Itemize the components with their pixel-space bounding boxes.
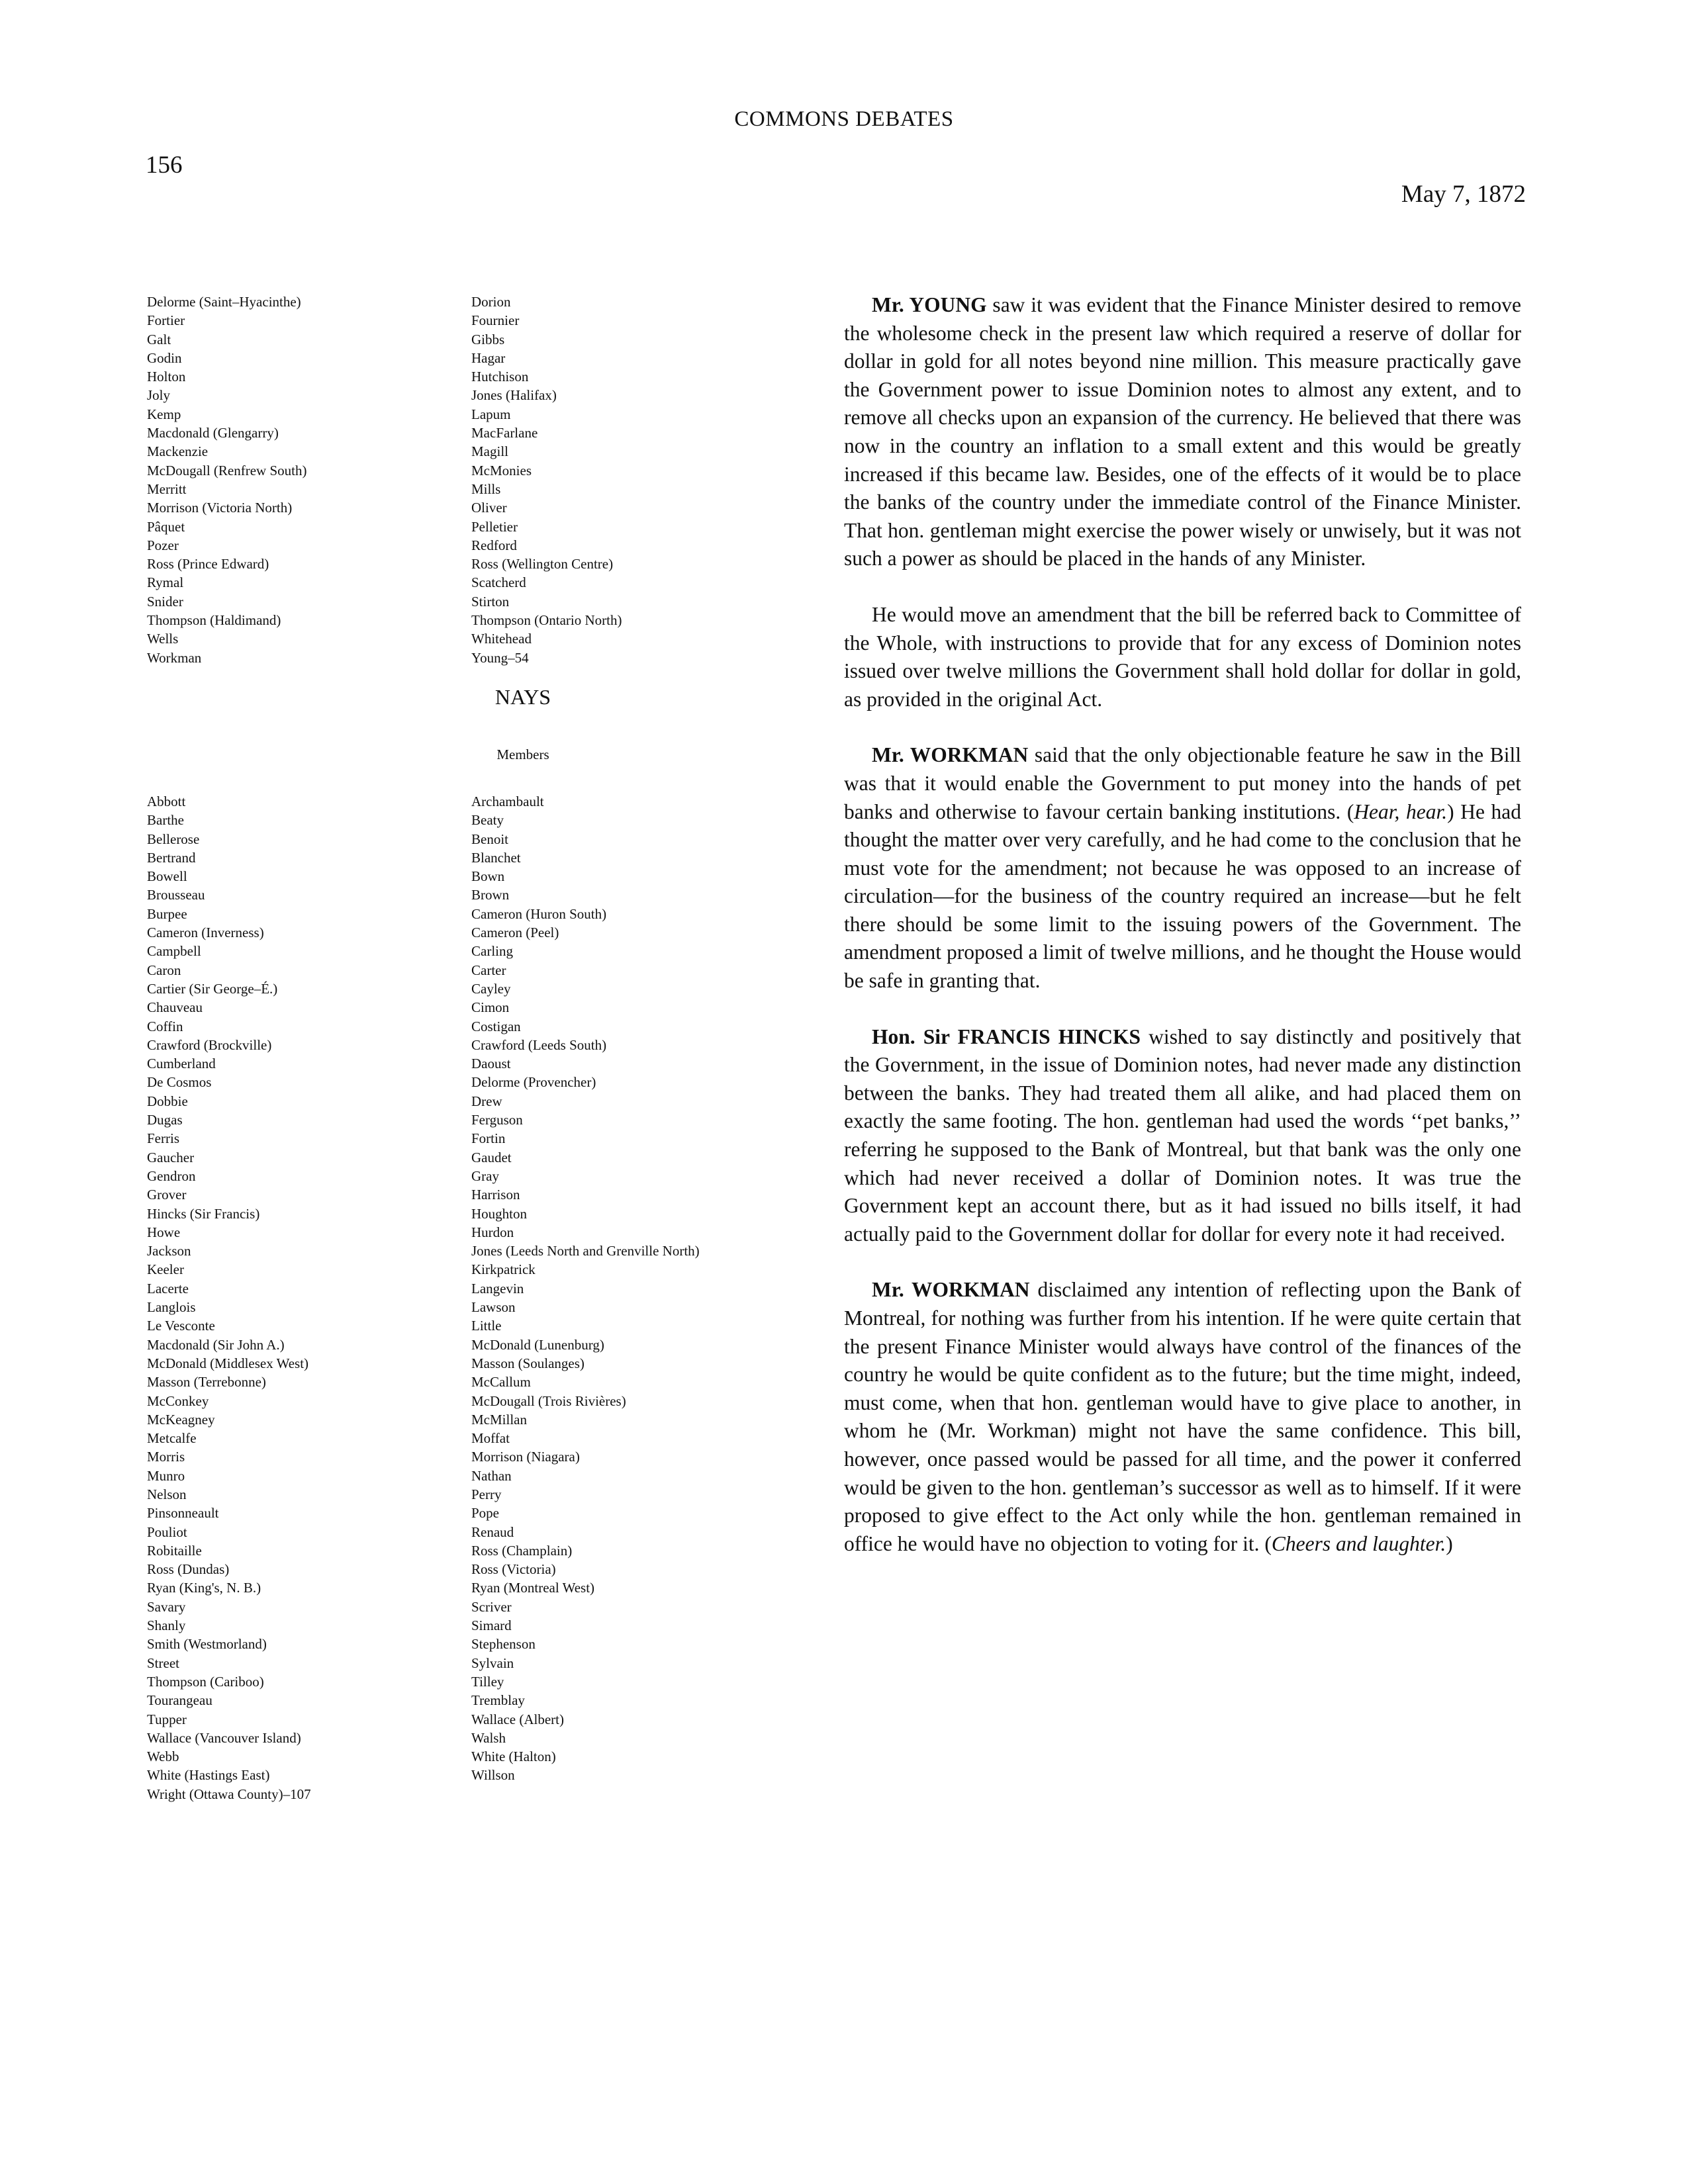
member-name: Merritt xyxy=(147,480,187,497)
member-name: Bowell xyxy=(147,868,187,885)
member-name: Gaucher xyxy=(147,1149,195,1165)
member-name: Pozer xyxy=(147,537,179,553)
member-name: Lawson xyxy=(471,1299,516,1316)
member-name: Cameron (Inverness) xyxy=(147,925,264,941)
member-name: Bown xyxy=(471,868,505,885)
member-name: Delorme (Provencher) xyxy=(471,1074,596,1091)
member-name: Lacerte xyxy=(147,1280,189,1297)
member-name: Brousseau xyxy=(147,887,205,903)
member-name: Sylvain xyxy=(471,1655,514,1671)
speech-paragraph xyxy=(844,291,1521,573)
member-name: Redford xyxy=(471,537,517,553)
member-name: Renaud xyxy=(471,1524,514,1540)
yeas-column-2 xyxy=(471,293,622,667)
page-date: May 7, 1872 xyxy=(1401,181,1526,208)
member-name: Archambault xyxy=(471,794,544,809)
speech-text: saw it was evident that the Finance Minister desired to remove the wholesome check in the present law which required a reserve of dollar for dollar in gold for all notes beyond nine million. This measure practically gave the Government power to issue Dominion notes to almost any extent, and to remove all checks upon an expansion of the currency. He believed that there was now in the country an inflation to a small extent and this would be greatly increased if this became law. Besides, one of the effects of it would be to place the banks of the country under the immediate control of the Finance Minister. That hon. gentleman might exercise the power wisely or unwisely, but it was not such a power as should be placed in the hands of any Minister. xyxy=(844,293,1521,570)
member-name: De Cosmos xyxy=(147,1074,212,1091)
member-name: Blanchet xyxy=(471,849,521,866)
member-name: Campbell xyxy=(147,943,201,960)
member-name: Morris xyxy=(147,1449,185,1465)
member-name: Macdonald (Sir John A.) xyxy=(147,1336,285,1353)
member-name: White (Hastings East) xyxy=(147,1767,270,1784)
member-name: Cameron (Peel) xyxy=(471,925,559,941)
member-name: Perry xyxy=(471,1486,502,1502)
member-name: Smith (Westmorland) xyxy=(147,1636,267,1653)
member-name: Benoit xyxy=(471,831,508,847)
speech-text: ) He had thought the matter over very carefully, and he had come to the conclusion that he must vote for the amendment; not because he was opposed to an increase of circulation—for the business of the country required an increase—but he felt there should be some limit to the issuing powers of the Government. The amendment proposed a limit of twelve millions, and he thought the House would be safe in granting that. xyxy=(844,799,1521,993)
member-name: Masson (Terrebonne) xyxy=(147,1374,266,1390)
member-name: Gibbs xyxy=(471,331,505,347)
member-name: Gendron xyxy=(147,1167,196,1184)
member-name: McDougall (Trois Rivières) xyxy=(471,1392,626,1409)
member-name: Metcalfe xyxy=(147,1430,197,1447)
member-name: Masson (Soulanges) xyxy=(471,1355,585,1371)
member-name: Brown xyxy=(471,887,510,903)
member-name: Willson xyxy=(471,1767,515,1784)
member-name: Holton xyxy=(147,369,186,385)
speech-paragraph xyxy=(844,601,1521,713)
member-name: Grover xyxy=(147,1187,187,1203)
member-name: Tupper xyxy=(147,1711,187,1727)
member-name: Dugas xyxy=(147,1112,183,1128)
member-name: Ross (Victoria) xyxy=(471,1561,556,1578)
member-name: Drew xyxy=(471,1093,502,1109)
member-name: Cayley xyxy=(471,980,511,997)
member-name: Cartier (Sir George–É.) xyxy=(147,980,278,997)
member-name: Coffin xyxy=(147,1018,183,1034)
member-name: Ryan (Montreal West) xyxy=(471,1580,595,1596)
member-name: Shanly xyxy=(147,1617,186,1634)
member-name: Stirton xyxy=(471,593,510,610)
member-name: Kemp xyxy=(147,406,181,422)
member-name: Gray xyxy=(471,1167,499,1184)
member-name: Tilley xyxy=(471,1673,504,1690)
member-name: Street xyxy=(147,1655,179,1671)
member-name: Ferguson xyxy=(471,1112,523,1128)
member-name: McCallum xyxy=(471,1374,531,1390)
member-name: Simard xyxy=(471,1617,512,1634)
member-name: Hurdon xyxy=(471,1224,514,1240)
member-name: Abbott xyxy=(147,794,186,809)
member-name: Carling xyxy=(471,943,513,960)
member-name: Tremblay xyxy=(471,1692,525,1709)
member-name: Pâquet xyxy=(147,518,185,535)
member-name: McKeagney xyxy=(147,1411,215,1428)
debate-text xyxy=(844,291,1521,1586)
member-name: Bertrand xyxy=(147,849,196,866)
member-name: Houghton xyxy=(471,1205,527,1222)
member-name: McDougall (Renfrew South) xyxy=(147,462,307,478)
member-name: Jones (Halifax) xyxy=(471,387,557,404)
member-name: Jones (Leeds North and Grenville North) xyxy=(471,1243,700,1259)
member-name: McDonald (Lunenburg) xyxy=(471,1336,604,1353)
speech-text: ) xyxy=(1446,1531,1453,1555)
member-name: Burpee xyxy=(147,905,187,922)
member-name: Ross (Prince Edward) xyxy=(147,556,269,572)
member-name: Thompson (Cariboo) xyxy=(147,1673,264,1690)
member-name: McMonies xyxy=(471,462,532,478)
nays-column-1 xyxy=(147,792,311,1803)
member-name: Thompson (Ontario North) xyxy=(471,612,622,629)
speaker-name: Mr. YOUNG xyxy=(872,293,987,316)
member-name: Dorion xyxy=(471,294,511,310)
member-name: Hagar xyxy=(471,349,506,366)
member-name: Workman xyxy=(147,649,202,666)
speaker-name: Mr. WORKMAN xyxy=(872,1278,1030,1302)
nays-column-2 xyxy=(471,792,700,1785)
member-name: Godin xyxy=(147,349,182,366)
speech-text: He would move an amendment that the bill be referred back to Committee of the Whole, with instructions to provide that for any excess of Dominion notes issued over twelve millions the Government shall hold dollar for dollar in gold, as provided in the original Act. xyxy=(844,602,1521,711)
member-name: Langevin xyxy=(471,1280,524,1297)
member-name: Wallace (Vancouver Island) xyxy=(147,1729,301,1746)
member-name: Beaty xyxy=(471,812,504,829)
member-name: Munro xyxy=(147,1467,185,1484)
member-name: Tourangeau xyxy=(147,1692,212,1709)
member-name: Langlois xyxy=(147,1299,196,1316)
member-name: Ryan (King's, N. B.) xyxy=(147,1580,261,1596)
member-name: Fortin xyxy=(471,1130,506,1147)
member-name: Morrison (Victoria North) xyxy=(147,500,293,516)
member-name: Thompson (Haldimand) xyxy=(147,612,281,629)
member-name: Wells xyxy=(147,631,179,647)
member-name: Howe xyxy=(147,1224,181,1240)
member-name: Whitehead xyxy=(471,631,532,647)
speech-text: wished to say distinctly and positively that the Government, in the issue of Dominion notes, had never made any distinction between the banks. They had treated them all alike, and had placed them on exactly the same footing. The hon. gentleman had used the words ‘‘pet banks,’’ referring he supposed to the Bank of Montreal, but that bank was the only one which had never received a dollar of Dominion notes. It was true the Government kept an account there, but as it had issued no bills itself, it had actually paid to the Government dollar for dollar for every note it had received. xyxy=(844,1024,1521,1246)
member-name: White (Halton) xyxy=(471,1749,556,1765)
member-name: Ferris xyxy=(147,1130,179,1147)
member-name: Kirkpatrick xyxy=(471,1261,536,1278)
yeas-column-1 xyxy=(147,293,306,667)
member-name: Galt xyxy=(147,331,171,347)
member-name: Moffat xyxy=(471,1430,510,1447)
page-number: 156 xyxy=(146,152,183,179)
stage-direction: Cheers and laughter. xyxy=(1271,1531,1446,1555)
member-name: Harrison xyxy=(471,1187,520,1203)
speech-text: said that the only objectionable feature he saw in the Bill was that it would enable the Government to put money into the hands of pet banks and otherwise to favour certain banking institutions. ( xyxy=(844,743,1521,823)
member-name: Nelson xyxy=(147,1486,187,1502)
page-header-title: COMMONS DEBATES xyxy=(734,107,954,131)
member-name: Le Vesconte xyxy=(147,1318,215,1334)
member-name: Crawford (Leeds South) xyxy=(471,1036,607,1053)
member-name: Cumberland xyxy=(147,1056,216,1072)
member-name: Hincks (Sir Francis) xyxy=(147,1205,260,1222)
member-name: Webb xyxy=(147,1749,179,1765)
member-name: McConkey xyxy=(147,1392,209,1409)
member-name: Mills xyxy=(471,480,501,497)
member-name: Ross (Champlain) xyxy=(471,1542,573,1559)
member-name: Scriver xyxy=(471,1598,512,1615)
member-name: Savary xyxy=(147,1598,186,1615)
member-name: McDonald (Middlesex West) xyxy=(147,1355,309,1371)
member-name: Delorme (Saint–Hyacinthe) xyxy=(147,294,301,310)
member-name: Hutchison xyxy=(471,369,529,385)
member-name: Nathan xyxy=(471,1467,512,1484)
member-name: McMillan xyxy=(471,1411,527,1428)
member-name: Magill xyxy=(471,443,508,460)
member-name: Pouliot xyxy=(147,1524,187,1540)
member-name: Dobbie xyxy=(147,1093,188,1109)
member-name: Joly xyxy=(147,387,171,404)
stage-direction: Hear, hear. xyxy=(1354,799,1448,823)
member-name: Lapum xyxy=(471,406,511,422)
member-name: Chauveau xyxy=(147,999,203,1016)
member-name: Oliver xyxy=(471,500,507,516)
member-name: Rymal xyxy=(147,574,184,591)
speaker-name: Hon. Sir FRANCIS HINCKS xyxy=(872,1024,1141,1048)
speech-paragraph xyxy=(844,1023,1521,1249)
member-name: Bellerose xyxy=(147,831,200,847)
member-name: Cameron (Huron South) xyxy=(471,905,607,922)
member-name: Costigan xyxy=(471,1018,521,1034)
member-name: Morrison (Niagara) xyxy=(471,1449,580,1465)
member-name: Little xyxy=(471,1318,502,1334)
member-name: Walsh xyxy=(471,1729,506,1746)
member-name: Scatcherd xyxy=(471,574,526,591)
speech-paragraph xyxy=(844,741,1521,995)
member-name: Daoust xyxy=(471,1056,511,1072)
member-name: Macdonald (Glengarry) xyxy=(147,425,279,441)
member-name: Cimon xyxy=(471,999,510,1016)
speech-text: disclaimed any intention of reflecting upon the Bank of Montreal, for nothing was further from his intention. If he were quite certain that the present Finance Minister would always have control of the finances of the country he would be quite confident as to the future; but the time might, indeed, must come, when that hon. gentleman would have to give place to another, in whom he (Mr. Workman) might not have the same confidence. This bill, however, once passed would be passed for all time, and the power it conferred would be given to the hon. gentleman’s successor as well as to himself. If it were proposed to give effect to the Act only while the hon. gentleman remained in office he would have no objection to voting for it. ( xyxy=(844,1278,1522,1555)
member-name: Carter xyxy=(471,962,506,978)
member-name: Pope xyxy=(471,1505,499,1522)
member-name: Pelletier xyxy=(471,518,518,535)
member-name: Wright (Ottawa County)–107 xyxy=(147,1786,311,1802)
member-name: Pinsonneault xyxy=(147,1505,219,1522)
member-name: Fournier xyxy=(471,312,520,329)
member-name: Barthe xyxy=(147,812,184,829)
speaker-name: Mr. WORKMAN xyxy=(872,743,1029,767)
member-name: Stephenson xyxy=(471,1636,536,1653)
member-name: Caron xyxy=(147,962,181,978)
member-name: Wallace (Albert) xyxy=(471,1711,564,1727)
member-name: Mackenzie xyxy=(147,443,209,460)
nays-heading: NAYS xyxy=(494,685,551,709)
member-name: Keeler xyxy=(147,1261,184,1278)
member-name: Young–54 xyxy=(471,649,529,666)
member-name: Jackson xyxy=(147,1243,191,1259)
member-name: Snider xyxy=(147,593,183,610)
member-name: Robitaille xyxy=(147,1542,202,1559)
member-name: Ross (Dundas) xyxy=(147,1561,230,1578)
member-name: Fortier xyxy=(147,312,185,329)
member-name: Crawford (Brockville) xyxy=(147,1036,272,1053)
nays-subheading: Members xyxy=(496,747,549,762)
member-name: MacFarlane xyxy=(471,425,538,441)
member-name: Ross (Wellington Centre) xyxy=(471,556,614,572)
member-name: Gaudet xyxy=(471,1149,512,1165)
speech-paragraph xyxy=(844,1276,1521,1558)
